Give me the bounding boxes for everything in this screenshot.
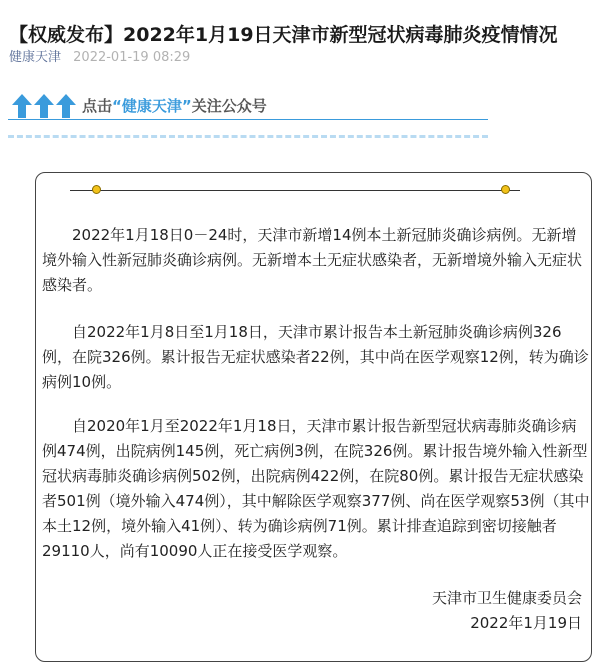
deco-line bbox=[70, 190, 520, 191]
up-arrow-icon bbox=[12, 94, 32, 118]
follow-suffix: 关注公众号 bbox=[191, 97, 267, 115]
paragraph-daily: 2022年1月18日0－24时，天津市新增14例本土新冠肺炎确诊病例。无新增境外输入性新冠肺炎确诊病例。无新增本土无症状感染者，无新增境外输入无症状感染者。 bbox=[42, 226, 583, 294]
paragraph-total-cumulative: 自2020年1月至2022年1月18日，天津市累计报告新型冠状病毒肺炎确诊病例474例，出院病例145例，死亡病例3例，在院326例。累计报告境外输入性新型冠状病毒肺炎确诊病例502例，出院病例422例，在院80例。累计报告无症状感染者501例（境外输入474例），其中解除医学观察377例、尚在医学观察53例（其中本土12例，境外输入41例）、转为确诊病例71例。累计排查追踪到密切接触者29110人，尚有10090人正在接受医学观察。 bbox=[42, 417, 590, 560]
follow-dashed-divider bbox=[8, 135, 488, 138]
yellow-dot-icon bbox=[92, 185, 101, 194]
article-title: 【权威发布】2022年1月19日天津市新型冠状病毒肺炎疫情情况 bbox=[9, 23, 558, 46]
article-meta bbox=[9, 49, 190, 67]
decorative-header-line bbox=[70, 183, 520, 197]
follow-text bbox=[82, 95, 267, 117]
follow-brand: “健康天津” bbox=[112, 97, 192, 115]
arrows-group bbox=[12, 94, 76, 118]
paragraph-local-cumulative: 自2022年1月8日至1月18日，天津市累计报告本土新冠肺炎确诊病例326例，在院326例。累计报告无症状感染者22例，其中尚在医学观察12例，转为确诊病例10例。 bbox=[42, 323, 589, 391]
publish-time: 2022-01-19 08:29 bbox=[73, 50, 191, 65]
yellow-dot-icon bbox=[501, 185, 510, 194]
up-arrow-icon bbox=[56, 94, 76, 118]
follow-prefix: 点击 bbox=[82, 97, 113, 115]
up-arrow-icon bbox=[34, 94, 54, 118]
follow-banner[interactable] bbox=[12, 92, 492, 122]
account-name-link[interactable]: 健康天津 bbox=[9, 50, 62, 65]
follow-divider bbox=[8, 119, 488, 120]
signature-date: 2022年1月19日 bbox=[470, 614, 582, 632]
signature-org: 天津市卫生健康委员会 bbox=[431, 589, 582, 607]
